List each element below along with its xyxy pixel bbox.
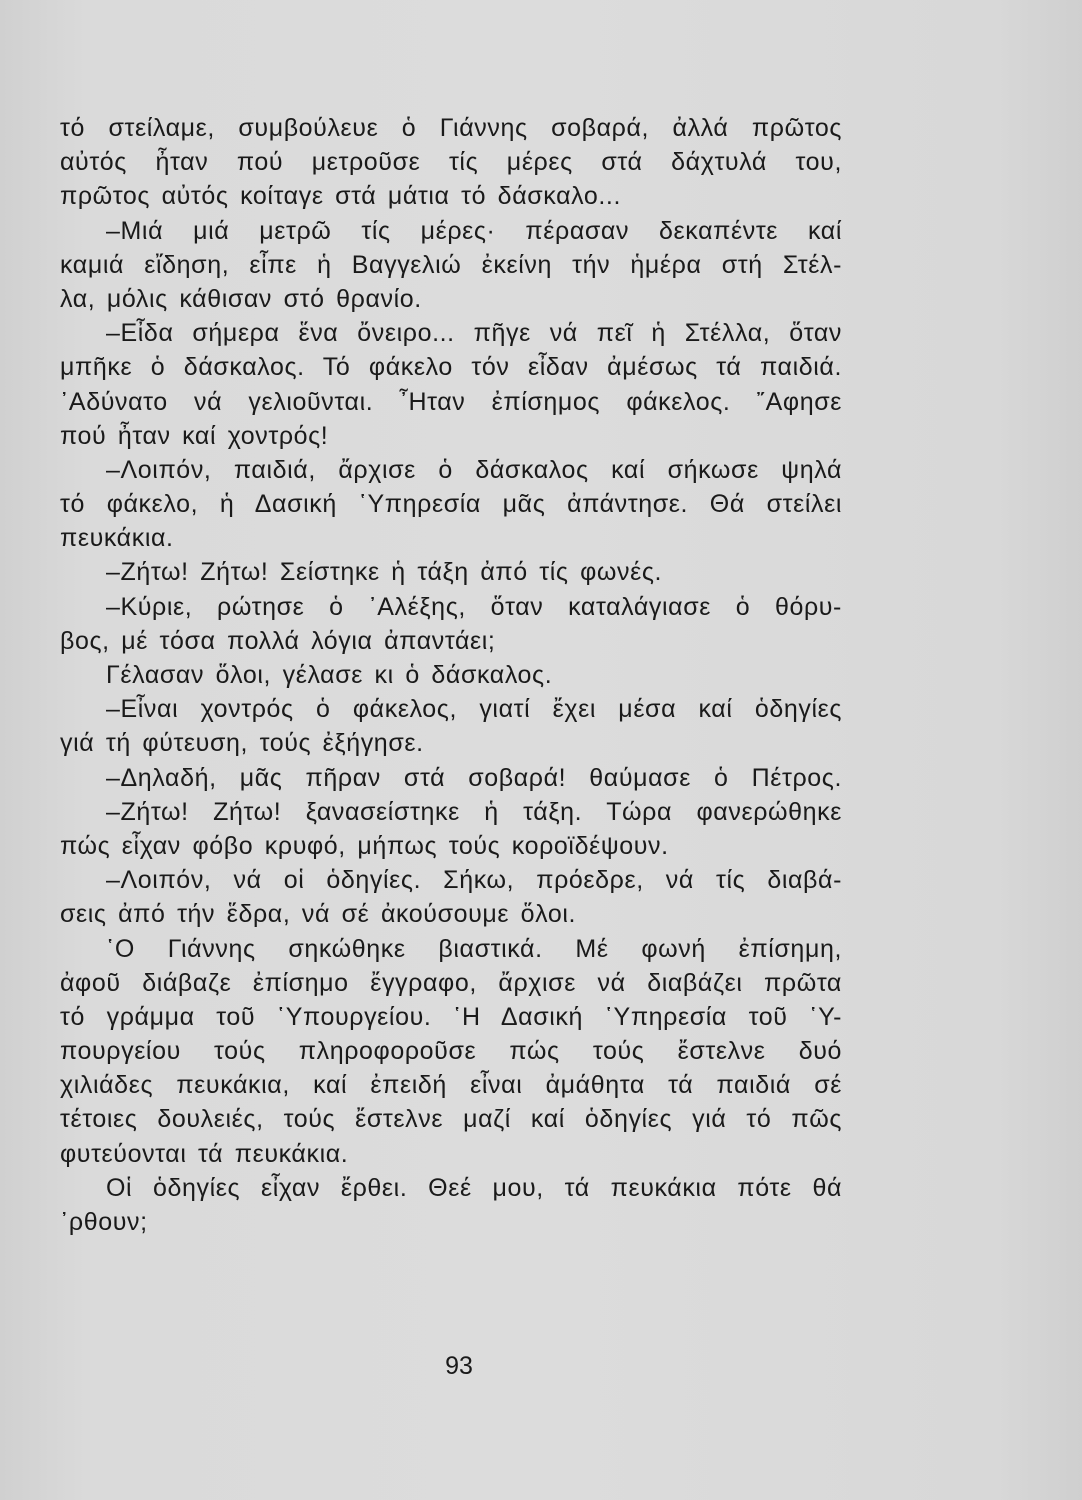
text-line: –Εἶναι χοντρός ὁ φάκελος, γιατί ἔχει μέσα καί ὁδηγίες	[106, 695, 842, 724]
text-line: χιλιάδες πευκάκια, καί ἐπειδή εἶναι ἀμάθητα τά παιδιά σέ	[60, 1071, 842, 1100]
text-line: αὐτός ἦταν πού μετροῦσε τίς μέρες στά δάχτυλά του,	[60, 148, 842, 177]
text-line: πώς εἶχαν φόβο κρυφό, μήπως τούς κοροϊδέψουν.	[60, 831, 669, 860]
text-line: φυτεύονται τά πευκάκια.	[60, 1139, 349, 1168]
text-line: –Εἶδα σήμερα ἕνα ὄνειρο... πῆγε νά πεῖ ἡ Στέλλα, ὅταν	[106, 319, 842, 348]
page-number: 93	[445, 1352, 473, 1380]
text-line: ᾿ρθουν;	[60, 1208, 148, 1236]
text-line: –Κύριε, ρώτησε ὁ ᾿Αλέξης, ὅταν καταλάγιασε ὁ θόρυ-	[106, 592, 842, 621]
body-text	[60, 111, 842, 1239]
text-line: –Λοιπόν, νά οἱ ὁδηγίες. Σήκω, πρόεδρε, νά τίς διαβά-	[106, 866, 842, 895]
text-line: βος, μέ τόσα πολλά λόγια ἀπαντάει;	[60, 626, 496, 655]
text-line: –Μιά μιά μετρῶ τίς μέρες· πέρασαν δεκαπέντε καί	[106, 216, 842, 245]
text-line: ἀφοῦ διάβαζε ἐπίσημο ἔγγραφο, ἄρχισε νά διαβάζει πρῶτα	[60, 968, 842, 997]
text-line: γιά τή φύτευση, τούς ἐξήγησε.	[60, 729, 424, 758]
text-line: –Δηλαδή, μᾶς πῆραν στά σοβαρά! θαύμασε ὁ Πέτρος.	[106, 763, 842, 792]
text-line: πού ἦταν καί χοντρός!	[60, 421, 329, 450]
text-line: σεις ἀπό τήν ἕδρα, νά σέ ἀκούσουμε ὅλοι.	[60, 900, 577, 929]
text-line: πουργείου τούς πληροφοροῦσε πώς τούς ἔστελνε δυό	[60, 1037, 842, 1066]
text-line: Γέλασαν ὅλοι, γέλασε κι ὁ δάσκαλος.	[106, 661, 553, 689]
text-line: –Ζήτω! Ζήτω! ξανασείστηκε ἡ τάξη. Τώρα φανερώθηκε	[106, 797, 842, 826]
text-line: μπῆκε ὁ δάσκαλος. Τό φάκελο τόν εἶδαν ἀμέσως τά παιδιά.	[60, 353, 842, 382]
text-line: πευκάκια.	[60, 524, 174, 553]
text-line: ᾿Αδύνατο νά γελιοῦνται. ῏Ηταν ἐπίσημος φάκελος. ῎Αφησε	[60, 387, 842, 416]
text-line: –Ζήτω! Ζήτω! Σείστηκε ἡ τάξη ἀπό τίς φωνές.	[106, 558, 663, 587]
text-line: ῾Ο Γιάννης σηκώθηκε βιαστικά. Μέ φωνή ἐπίσημη,	[106, 934, 842, 963]
text-line: τέτοιες δουλειές, τούς ἔστελνε μαζί καί ὁδηγίες γιά τό πῶς	[60, 1105, 842, 1134]
text-line: –Λοιπόν, παιδιά, ἄρχισε ὁ δάσκαλος καί σήκωσε ψηλά	[106, 455, 842, 484]
text-line: καμιά εἴδηση, εἶπε ἡ Βαγγελιώ ἐκείνη τήν ἡμέρα στή Στέλ-	[60, 250, 842, 279]
text-line: τό στείλαμε, συμβούλευε ὁ Γιάννης σοβαρά, ἀλλά πρῶτος	[60, 114, 842, 142]
text-line: πρῶτος αὐτός κοίταγε στά μάτια τό δάσκαλο...	[60, 182, 621, 211]
text-line: λα, μόλις κάθισαν στό θρανίο.	[60, 284, 422, 313]
text-line: τό φάκελο, ἡ Δασική ῾Υπηρεσία μᾶς ἀπάντησε. Θά στείλει	[60, 490, 842, 519]
text-line: Οἱ ὁδηγίες εἶχαν ἔρθει. Θεέ μου, τά πευκάκια πότε θά	[106, 1173, 842, 1202]
text-line: τό γράμμα τοῦ ῾Υπουργείου. ῾Η Δασική ῾Υπηρεσία τοῦ ῾Υ-	[60, 1002, 842, 1031]
